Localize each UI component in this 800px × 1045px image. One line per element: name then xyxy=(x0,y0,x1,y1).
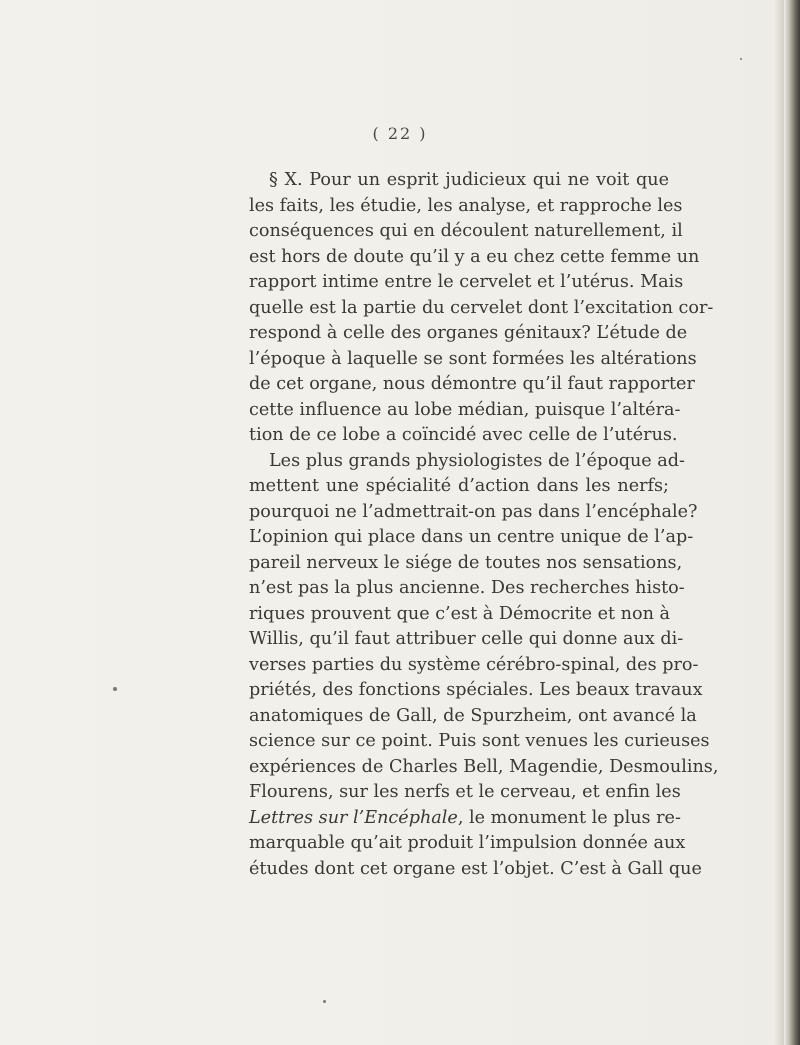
text-line: cette influence au lobe médian, puisque l’altéra- xyxy=(249,399,681,420)
text-line: pareil nerveux le siége de toutes nos sensations, xyxy=(249,552,683,573)
body-text xyxy=(249,168,719,882)
text-line: marquable qu’ait produit l’impulsion donnée aux xyxy=(249,833,686,853)
text-line: riques prouvent que c’est à Démocrite et non à xyxy=(249,603,671,624)
text-line: expériences de Charles Bell, Magendie, Desmoulins, xyxy=(249,756,719,777)
text-line: n’est pas la plus ancienne. Des recherches histo- xyxy=(249,578,685,598)
text-line: § X. Pour un esprit judicieux qui ne voit que xyxy=(269,170,669,190)
text-line: rapport intime entre le cervelet et l’utérus. Mais xyxy=(249,272,684,292)
text-line: études dont cet organe est l’objet. C’est à Gall que xyxy=(249,858,702,879)
text-line: Willis, qu’il faut attribuer celle qui donne aux di- xyxy=(249,629,684,649)
text-line: verses parties du système cérébro-spinal, des pro- xyxy=(249,654,699,675)
book-title: Lettres sur l’Encéphale xyxy=(249,807,458,828)
text-line: science sur ce point. Puis sont venues les curieuses xyxy=(249,731,710,751)
page-edge xyxy=(784,0,800,1045)
text-line: conséquences qui en découlent naturellement, il xyxy=(249,221,683,241)
text-line: L’opinion qui place dans un centre unique de l’ap- xyxy=(249,527,694,547)
text-line xyxy=(249,806,681,832)
text-line: quelle est la partie du cervelet dont l’excitation cor- xyxy=(249,297,714,318)
text-line: pourquoi ne l’admettrait-on pas dans l’encéphale? xyxy=(249,501,698,522)
text-line: Les plus grands physiologistes de l’époque ad- xyxy=(269,450,686,471)
text-line: l’époque à laquelle se sont formées les altérations xyxy=(249,348,697,369)
text-line: les faits, les étudie, les analyse, et rapproche les xyxy=(249,195,683,216)
text-fragment: , le monument le plus re- xyxy=(457,807,681,828)
text-line: priétés, des fonctions spéciales. Les beaux travaux xyxy=(249,680,703,700)
text-line: mettent une spécialité d’action dans les nerfs; xyxy=(249,476,669,496)
paper-speck xyxy=(740,58,742,60)
page-gutter-shadow xyxy=(774,0,784,1045)
text-line: de cet organe, nous démontre qu’il faut rapporter xyxy=(249,374,695,394)
text-line: respond à celle des organes génitaux? L’étude de xyxy=(249,323,688,343)
text-line: tion de ce lobe a coïncidé avec celle de l’utérus. xyxy=(249,425,678,445)
paper-speck xyxy=(323,1000,326,1003)
page-number: ( 22 ) xyxy=(372,124,428,143)
text-line: anatomiques de Gall, de Spurzheim, ont avancé la xyxy=(249,705,697,726)
text-line: Flourens, sur les nerfs et le cerveau, et enfin les xyxy=(249,782,681,802)
text-line: est hors de doute qu’il y a eu chez cette femme un xyxy=(249,246,700,267)
paper-speck xyxy=(113,687,117,691)
